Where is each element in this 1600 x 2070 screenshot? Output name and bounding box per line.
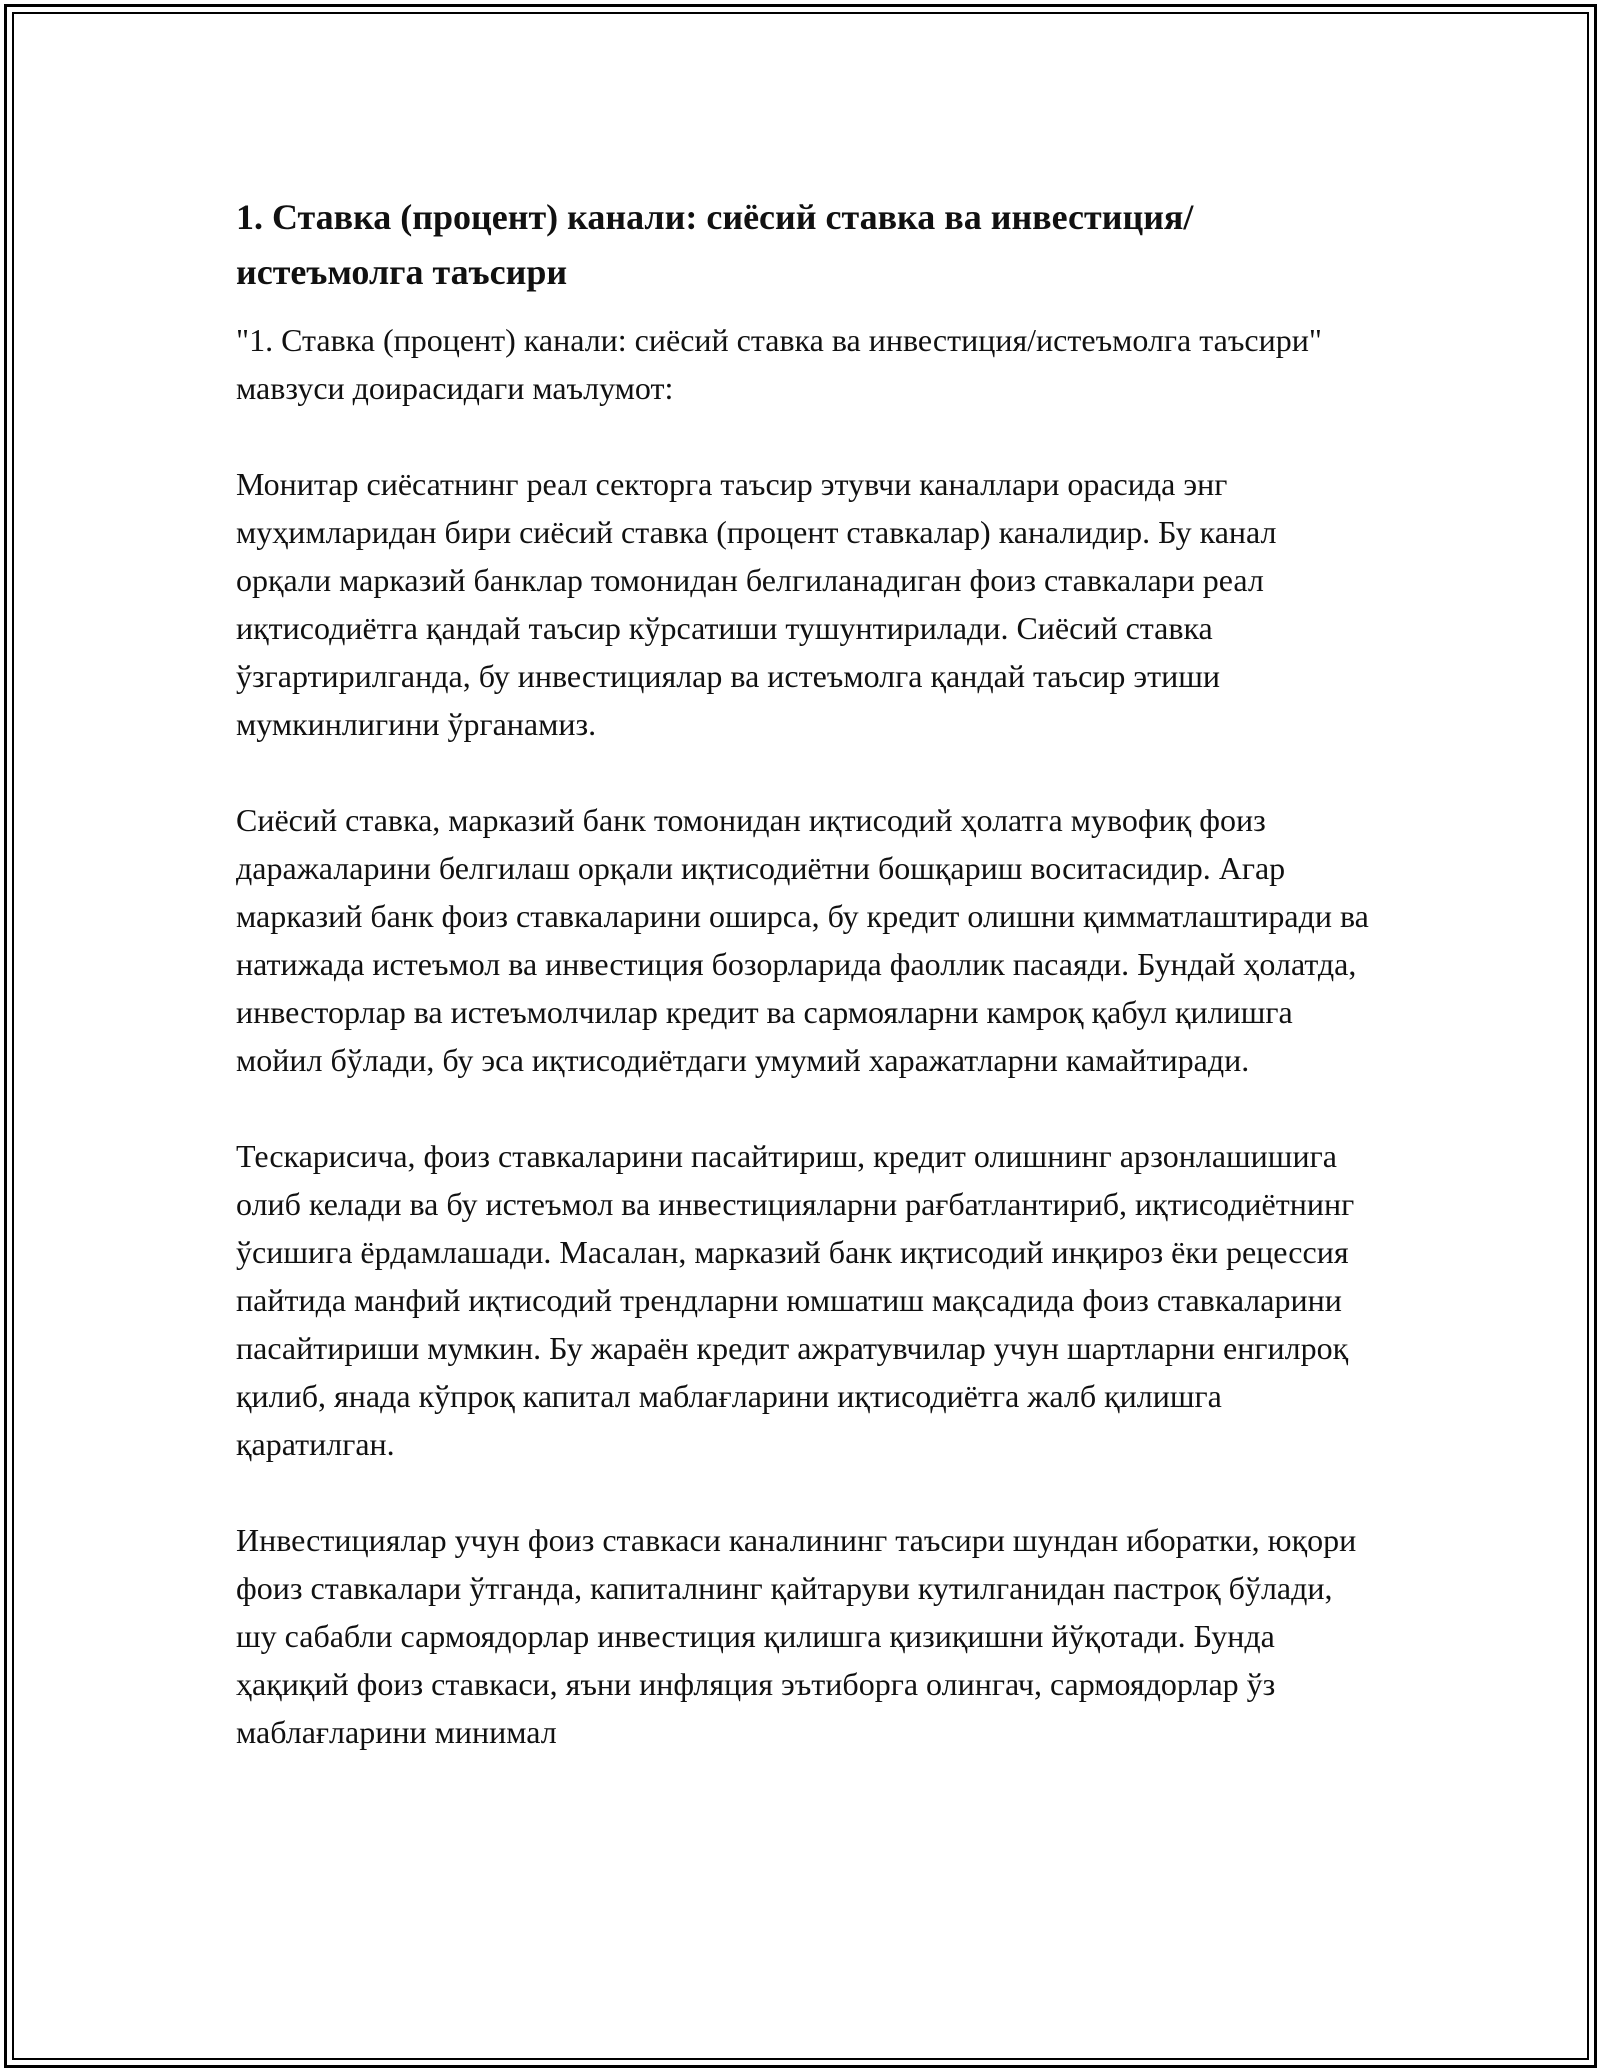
- intro-paragraph: "1. Ставка (процент) канали: сиёсий ставка ва инвестиция/истеъмолга таъсири" мавзуси доирасидаги маълумот:: [236, 322, 1322, 406]
- body-paragraph: Монитар сиёсатнинг реал секторга таъсир этувчи каналлари орасида энг муҳимларидан бири сиёсий ставка (процент ставкалар) каналидир. Бу канал орқали марказий банклар томонидан белгиланадиган фоиз ставкалари реал иқтисодиётга қандай таъсир кўрсатиши тушунтирилади. Сиёсий ставка ўзгартирилганда, бу инвестициялар ва истеъмолга қандай таъсир этиши мумкинлигини ўрганамиз.: [236, 466, 1277, 742]
- document-body: [236, 190, 1376, 1804]
- body-paragraph: Инвестициялар учун фоиз ставкаси каналининг таъсири шундан иборатки, юқори фоиз ставкалари ўтганда, капиталнинг қайтаруви кутилганидан пастроқ бўлади, шу сабабли сармоядорлар инвестиция қилишга қизиқишни йўқотади. Бунда ҳақиқий фоиз ставкаси, яъни инфляция эътиборга олингач, сармоядорлар ўз маблағларини минимал: [236, 1522, 1357, 1750]
- body-paragraph: Сиёсий ставка, марказий банк томонидан иқтисодий ҳолатга мувофиқ фоиз даражаларини белгилаш орқали иқтисодиётни бошқариш воситасидир. Агар марказий банк фоиз ставкаларини оширса, бу кредит олишни қимматлаштиради ва натижада истеъмол ва инвестиция бозорларида фаоллик пасаяди. Бундай ҳолатда, инвесторлар ва истеъмолчилар кредит ва сармояларни камроқ қабул қилишга мойил бўлади, бу эса иқтисодиётдаги умумий харажатларни камайтиради.: [236, 802, 1369, 1078]
- body-paragraph: Тескарисича, фоиз ставкаларини пасайтириш, кредит олишнинг арзонлашишига олиб келади ва бу истеъмол ва инвестицияларни рағбатлантириб, иқтисодиётнинг ўсишига ёрдамлашади. Масалан, марказий банк иқтисодий инқироз ёки рецессия пайтида манфий иқтисодий трендларни юмшатиш мақсадида фоиз ставкаларини пасайтириши мумкин. Бу жараён кредит ажратувчилар учун шартларни енгилроқ қилиб, янада кўпроқ капитал маблағларини иқтисодиётга жалб қилишга қаратилган.: [236, 1138, 1355, 1462]
- section-heading: 1. Ставка (процент) канали: сиёсий ставка ва инвестиция/истеъмолга таъсири: [236, 197, 1194, 292]
